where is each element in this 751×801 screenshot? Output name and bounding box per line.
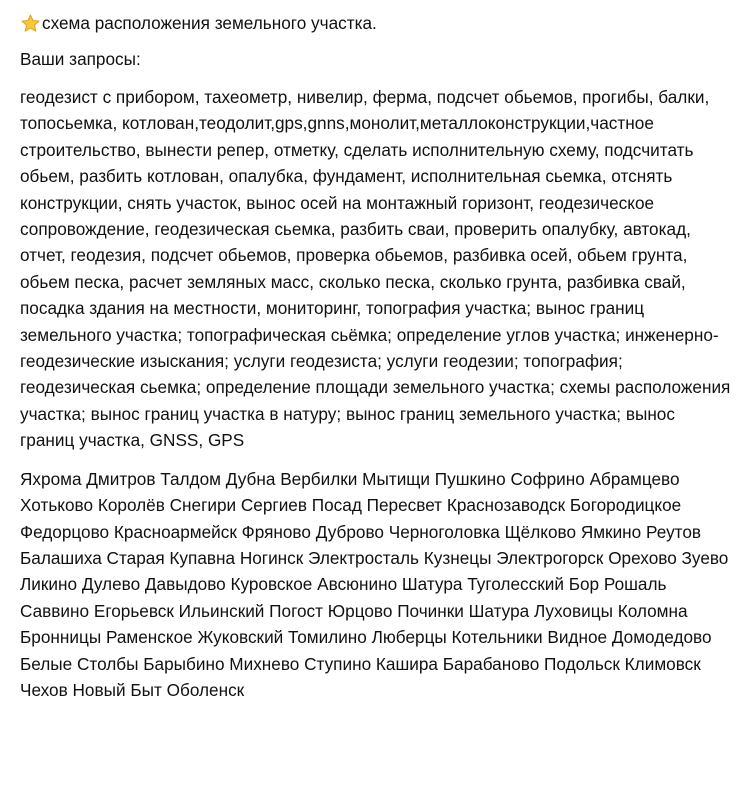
star-icon bbox=[20, 13, 41, 34]
message-body bbox=[20, 10, 732, 703]
keywords-paragraph: геодезист с прибором, тахеометр, нивелир, ферма, подсчет обьемов, прогибы, балки, топосьемка, котлован,теодолит,gps,gnns,монолит,металлоконструкции,частное строительство, вынести репер, отметку, сделать исполнительную схему, подсчитать обьем, разбить котлован, опалубка, фундамент, исполнительная сьемка, отснять конструкции, снять участок, вынос осей на монтажный горизонт, геодезическое сопровождение, геодезическая сьемка, разбить сваи, проверить опалубку, автокад, отчет, геодезия, подсчет обьемов, проверка обьемов, разбивка осей, обьем грунта, обьем песка, расчет земляных масс, сколько песка, сколько грунта, разбивка свай, посадка здания на местности, мониторинг, топография участка; вынос границ земельного участка; топографическая сьёмка; определение углов участка; инженерно-геодезические изыскания; услуги геодезиста; услуги геодезии; топография; геодезическая сьемка; определение площади земельного участка; схемы расположения участка; вынос границ участка в натуру; вынос границ земельного участка; вынос границ участка, GNSS, GPS bbox=[20, 87, 731, 451]
cities-paragraph: Яхрома Дмитров Талдом Дубна Вербилки Мытищи Пушкино Софрино Абрамцево Хотьково Королёв Снегири Сергиев Посад Пересвет Краснозаводск Богородицкое Федорцово Красноармейск Фряново Дуброво Черноголовка Щёлково Ямкино Реутов Балашиха Старая Купавна Ногинск Электросталь Кузнецы Электрогорск Орехово Зуево Ликино Дулево Давыдово Куровское Авсюнино Шатура Туголесский Бор Рошаль Саввино Егорьевск Ильинский Погост Юрцово Починки Шатура Луховицы Коломна Бронницы Раменское Жуковский Томилино Люберцы Котельники Видное Домодедово Белые Столбы Барыбино Михнево Ступино Кашира Барабаново Подольск Климовск Чехов Новый Быт Оболенск bbox=[20, 468, 729, 700]
requests-label: Ваши запросы: bbox=[20, 49, 141, 69]
heading-row bbox=[20, 10, 732, 36]
page-title: схема расположения земельного участка. bbox=[42, 13, 377, 33]
